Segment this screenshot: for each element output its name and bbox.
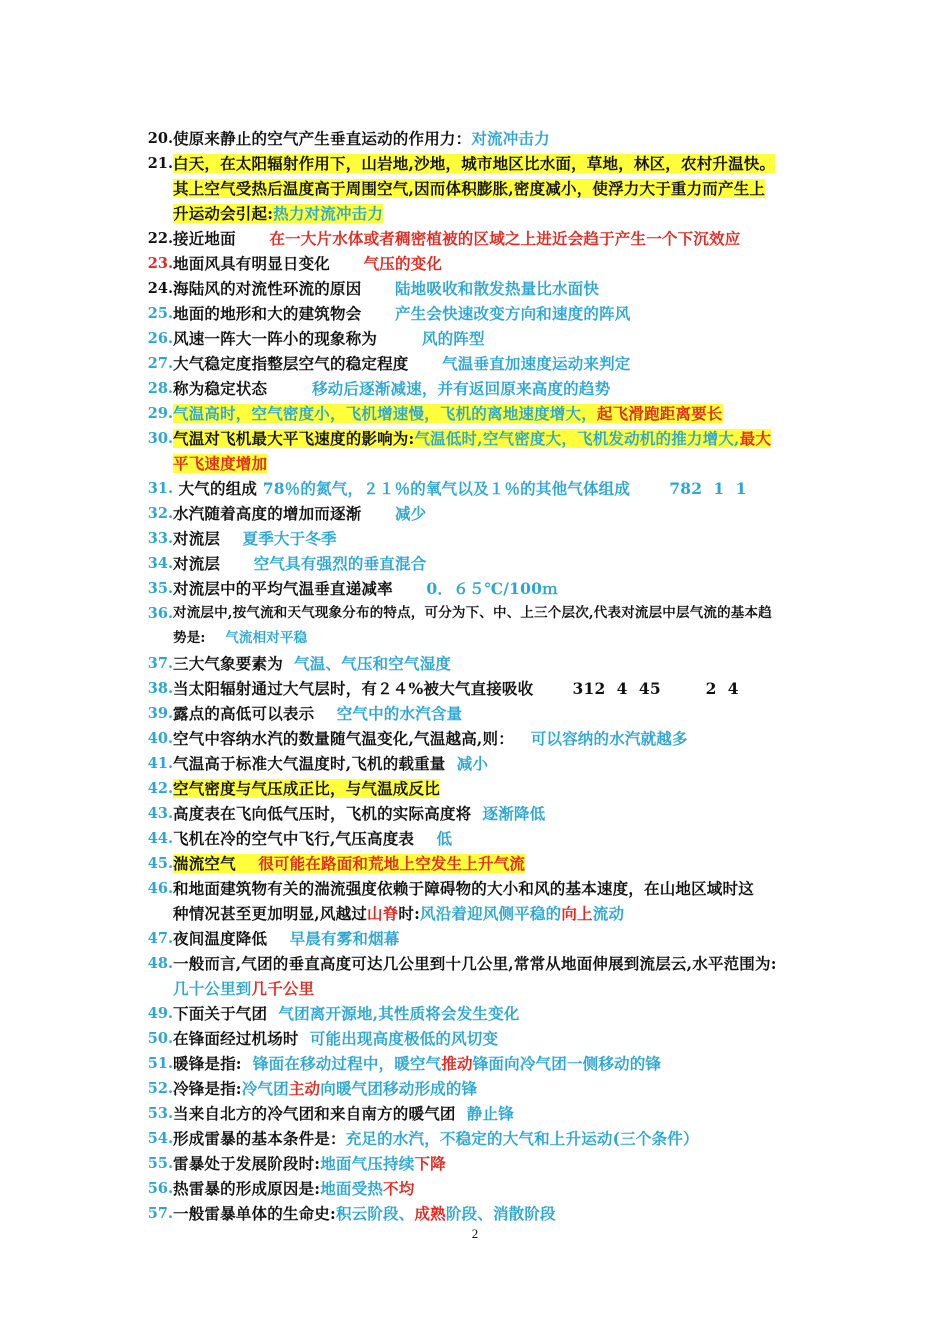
item-line	[173, 601, 820, 626]
list-item	[130, 151, 820, 226]
answer-text: 气温高时，空气密度小，飞机增速慢，飞机的离地速度增大，	[173, 404, 597, 423]
item-number: 47.	[147, 930, 173, 947]
answer-text: 很可能在路面和荒地上空发生上升气流	[258, 854, 526, 873]
answer-text: 主动	[288, 1079, 321, 1098]
item-text	[173, 376, 820, 401]
item-number: 25.	[147, 305, 173, 322]
answer-text: 逐渐降低	[482, 804, 546, 823]
answer-text: 0．６５℃/100ｍ	[426, 579, 558, 598]
list-item	[130, 426, 820, 476]
item-text	[173, 926, 820, 951]
list-item	[130, 926, 820, 951]
question-text: 热雷暴的形成原因是:	[173, 1179, 321, 1198]
item-text	[173, 301, 820, 326]
item-number: 21.	[147, 155, 173, 172]
list-item	[130, 601, 820, 651]
item-number: 50.	[147, 1030, 173, 1047]
question-text: 风速一阵大一阵小的现象称为	[173, 329, 422, 348]
answer-text: 热力对流冲击力	[273, 204, 384, 223]
item-number: 40.	[147, 730, 173, 747]
question-text: 当来自北方的冷气团和来自南方的暖气团	[173, 1104, 467, 1123]
answer-text: 静止锋	[466, 1104, 514, 1123]
item-number: 32.	[147, 505, 173, 522]
answer-text: 气流相对平稳	[225, 630, 308, 646]
question-text: 白天，在太阳辐射作用下，山岩地,沙地，城市地区比水面，草地，林区，农村升温快。	[173, 154, 776, 173]
item-text	[173, 726, 820, 751]
item-line	[173, 851, 820, 876]
answer-text: 锋面在移动过程中，暖空气	[252, 1054, 442, 1073]
item-number: 24.	[147, 280, 173, 297]
item-text	[173, 1001, 820, 1026]
item-text	[173, 1176, 820, 1201]
answer-text: 78％的氮气，２１％的氧气以及１％的其他气体组成 782 1 1	[262, 479, 747, 498]
item-text	[173, 1076, 820, 1101]
question-text: 在锋面经过机场时	[173, 1029, 310, 1048]
item-number: 41.	[147, 755, 173, 772]
list-item	[130, 1201, 820, 1226]
item-number: 57.	[147, 1205, 173, 1222]
item-text	[173, 876, 820, 926]
answer-text: 空气具有强烈的垂直混合	[253, 554, 427, 573]
answer-text: 地面受热	[320, 1179, 384, 1198]
item-text	[173, 751, 820, 776]
item-number: 55.	[147, 1155, 173, 1172]
item-number: 44.	[147, 830, 173, 847]
answer-text: 下降	[414, 1154, 446, 1173]
question-text: 气温高于标准大气温度时,飞机的载重量	[173, 754, 457, 773]
answer-text: 早晨有雾和烟幕	[289, 929, 400, 948]
list-item	[130, 726, 820, 751]
item-text	[173, 151, 820, 226]
item-line	[173, 201, 820, 226]
list-item	[130, 851, 820, 876]
answer-text: 空气中的水汽含量	[336, 704, 463, 723]
item-number: 39.	[147, 705, 173, 722]
question-text: 三大气象要素为	[173, 654, 295, 673]
answer-text: 不均	[383, 1179, 415, 1198]
list-item	[130, 651, 820, 676]
item-number: 37.	[147, 655, 173, 672]
item-line	[173, 801, 820, 826]
question-text: 其上空气受热后温度高于周围空气,因而体积膨胀,密度减小，使浮力大于重力而产生上	[173, 179, 766, 198]
list-item	[130, 351, 820, 376]
question-text: 势是:	[173, 630, 226, 646]
answer-text: 气温低时,空气密度大，飞机发动机的推力增大,	[414, 429, 740, 448]
item-line	[173, 926, 820, 951]
question-text: 冷锋是指:	[173, 1079, 242, 1098]
item-text	[173, 676, 820, 701]
question-text: 地面风具有明显日变化	[173, 254, 364, 273]
item-text	[173, 326, 820, 351]
question-text: 海陆风的对流性环流的原因	[173, 279, 395, 298]
item-text	[173, 401, 820, 426]
question-text: 雷暴处于发展阶段时:	[173, 1154, 321, 1173]
list-item	[130, 226, 820, 251]
question-text: 空气中容纳水汽的数量随气温变化,气温越高,则：	[173, 729, 531, 748]
question-list	[130, 126, 820, 1226]
list-item	[130, 476, 820, 501]
answer-text: 成熟	[414, 1204, 446, 1223]
item-number: 29.	[147, 405, 173, 422]
answer-text: 向暖气团移动形成的锋	[320, 1079, 478, 1098]
item-line	[173, 326, 820, 351]
list-item	[130, 251, 820, 276]
item-text	[173, 526, 820, 551]
answer-text: 地面气压持续	[320, 1154, 415, 1173]
item-number: 49.	[147, 1005, 173, 1022]
item-line	[173, 951, 820, 976]
question-text: 对流层	[173, 529, 243, 548]
item-text	[173, 426, 820, 476]
item-line	[173, 1151, 820, 1176]
answer-text: 积云阶段、	[335, 1204, 415, 1223]
item-number: 45.	[147, 855, 173, 872]
list-item	[130, 876, 820, 926]
answer-text: 气压的变化	[363, 254, 443, 273]
answer-text: 气温、气压和空气湿度	[294, 654, 452, 673]
list-item	[130, 551, 820, 576]
item-text	[173, 1026, 820, 1051]
item-number: 51.	[147, 1055, 173, 1072]
item-line	[173, 501, 820, 526]
item-number: 46.	[147, 880, 173, 897]
answer-text: 减小	[456, 754, 489, 773]
answer-text: 低	[436, 829, 453, 848]
answer-text: 山脊	[367, 904, 399, 923]
item-line	[173, 726, 820, 751]
item-line	[173, 876, 820, 901]
item-text	[173, 651, 820, 676]
item-text	[173, 1051, 820, 1076]
item-number: 52.	[147, 1080, 173, 1097]
item-number: 33.	[147, 530, 173, 547]
answer-text: 移动后逐渐减速，并有返回原来高度的趋势	[311, 379, 611, 398]
question-text: 对流层中,按气流和天气现象分布的特点，可分为下、中、上三个层次,代表对流层中层气流的基本趋	[173, 605, 772, 621]
answer-text: 气温垂直加速度运动来判定	[442, 354, 631, 373]
item-line	[173, 826, 820, 851]
answer-text: 夏季大于冬季	[242, 529, 337, 548]
question-text: 使原来静止的空气产生垂直运动的作用力：	[173, 129, 472, 148]
item-line	[173, 1201, 820, 1226]
item-number: 43.	[147, 805, 173, 822]
item-line	[173, 1051, 820, 1076]
question-text: 一般雷暴单体的生命史:	[173, 1204, 336, 1223]
item-text	[173, 126, 820, 151]
list-item	[130, 1001, 820, 1026]
item-line	[173, 551, 820, 576]
item-text	[173, 276, 820, 301]
answer-text: 产生会快速改变方向和速度的阵风	[394, 304, 631, 323]
question-text: 大气的组成	[173, 479, 263, 498]
answer-text: 陆地吸收和散发热量比水面快	[394, 279, 600, 298]
item-line	[173, 401, 820, 426]
question-text: 称为稳定状态	[173, 379, 312, 398]
question-text: 湍流空气	[173, 854, 259, 873]
answer-text: 最大	[739, 429, 772, 448]
item-line	[173, 776, 820, 801]
item-number: 23.	[147, 255, 173, 272]
item-line	[173, 351, 820, 376]
answer-text: 风的阵型	[421, 329, 485, 348]
item-line	[173, 1076, 820, 1101]
question-text: 时:	[398, 904, 421, 923]
item-text	[173, 1101, 820, 1126]
list-item	[130, 776, 820, 801]
question-text: 升运动会引起:	[173, 204, 274, 223]
question-text: 地面的地形和大的建筑物会	[173, 304, 395, 323]
list-item	[130, 126, 820, 151]
item-line	[173, 426, 820, 451]
question-text: 对流层中的平均气温垂直递减率	[173, 579, 427, 598]
question-text: 对流层	[173, 554, 254, 573]
item-text	[173, 601, 820, 651]
item-line	[173, 1026, 820, 1051]
question-text: 水汽随着高度的增加而逐渐	[173, 504, 395, 523]
answer-text: 气团离开源地,其性质将会发生变化	[278, 1004, 520, 1023]
item-line	[173, 276, 820, 301]
question-text: 夜间温度降低	[173, 929, 290, 948]
item-line	[173, 976, 820, 1001]
item-text	[173, 351, 820, 376]
list-item	[130, 826, 820, 851]
item-line	[173, 301, 820, 326]
item-text	[173, 1126, 820, 1151]
list-item	[130, 326, 820, 351]
item-line	[173, 1176, 820, 1201]
item-text	[173, 1151, 820, 1176]
answer-text: 流动	[592, 904, 625, 923]
answer-text: 在一大片水体或者稠密植被的区域之上进近会趋于产生一个下沉效应	[269, 229, 741, 248]
item-line	[173, 1126, 820, 1151]
item-number: 34.	[147, 555, 173, 572]
item-text	[173, 851, 820, 876]
question-text: 暖锋是指:	[173, 1054, 253, 1073]
item-line	[173, 751, 820, 776]
item-text	[173, 776, 820, 801]
list-item	[130, 751, 820, 776]
answer-text: 锋面向冷气团一侧移动的锋	[472, 1054, 662, 1073]
item-text	[173, 826, 820, 851]
item-line	[173, 451, 820, 476]
item-number: 20.	[147, 130, 173, 147]
item-line	[173, 126, 820, 151]
answer-text: 冷气团	[241, 1079, 289, 1098]
list-item	[130, 1151, 820, 1176]
answer-text: 充足的水汽，不稳定的大气和上升运动(三个条件）	[345, 1129, 699, 1148]
list-item	[130, 1051, 820, 1076]
item-number: 28.	[147, 380, 173, 397]
list-item	[130, 1126, 820, 1151]
item-line	[173, 576, 820, 601]
item-line	[173, 251, 820, 276]
item-number: 36.	[147, 605, 173, 622]
item-line	[173, 676, 820, 701]
item-number: 48.	[147, 955, 173, 972]
item-line	[173, 176, 820, 201]
list-item	[130, 1101, 820, 1126]
list-item	[130, 676, 820, 701]
item-line	[173, 151, 820, 176]
question-text: 一般而言,气团的垂直高度可达几公里到十几公里,常常从地面伸展到流层云,水平范围为:	[173, 954, 777, 973]
answer-text: 几千公里	[251, 979, 315, 998]
item-line	[173, 476, 820, 501]
answer-text: 推动	[441, 1054, 473, 1073]
page-number: 2	[471, 1226, 479, 1241]
item-line	[173, 626, 820, 651]
list-item	[130, 376, 820, 401]
item-line	[173, 1101, 820, 1126]
item-number: 31.	[147, 480, 173, 497]
list-item	[130, 701, 820, 726]
list-item	[130, 576, 820, 601]
answer-text: 可以容纳的水汽就越多	[530, 729, 688, 748]
item-number: 22.	[147, 230, 173, 247]
question-text: 下面关于气团	[173, 1004, 279, 1023]
question-text: 和地面建筑物有关的湍流强度依赖于障碍物的大小和风的基本速度，在山地区域时这	[173, 879, 754, 898]
answer-text: 可能出现高度极低的风切变	[309, 1029, 499, 1048]
question-text: 当太阳辐射通过大气层时，有２４%被大气直接吸收 312 4 45 2 4	[173, 679, 739, 698]
item-text	[173, 801, 820, 826]
answer-text: 几十公里到	[173, 979, 252, 998]
item-text	[173, 1201, 820, 1226]
answer-text: 向上	[561, 904, 593, 923]
answer-text: 对流冲击力	[471, 129, 550, 148]
question-text: 气温对飞机最大平飞速度的影响为:	[173, 429, 415, 448]
question-text: 形成雷暴的基本条件是：	[173, 1129, 346, 1148]
item-number: 56.	[147, 1180, 173, 1197]
item-number: 42.	[147, 780, 173, 797]
list-item	[130, 951, 820, 1001]
item-line	[173, 1001, 820, 1026]
answer-text: 起飞滑跑距离要长	[596, 404, 723, 423]
list-item	[130, 801, 820, 826]
item-text	[173, 251, 820, 276]
item-number: 27.	[147, 355, 173, 372]
item-text	[173, 501, 820, 526]
item-line	[173, 651, 820, 676]
answer-text: 阶段、消散阶段	[445, 1204, 556, 1223]
question-text: 空气密度与气压成正比，与气温成反比	[173, 779, 440, 798]
item-number: 53.	[147, 1105, 173, 1122]
question-text: 高度表在飞向低气压时，飞机的实际高度将	[173, 804, 483, 823]
list-item	[130, 526, 820, 551]
list-item	[130, 401, 820, 426]
item-text	[173, 951, 820, 1001]
list-item	[130, 1176, 820, 1201]
answer-text: 风沿着迎风侧平稳的	[420, 904, 562, 923]
item-number: 54.	[147, 1130, 173, 1147]
question-text: 接近地面	[173, 229, 270, 248]
item-line	[173, 376, 820, 401]
item-text	[173, 701, 820, 726]
question-text: 大气稳定度指整层空气的稳定程度	[173, 354, 443, 373]
item-text	[173, 576, 820, 601]
question-text: 露点的高低可以表示	[173, 704, 337, 723]
answer-text: 平飞速度增加	[173, 454, 268, 473]
item-line	[173, 526, 820, 551]
item-number: 38.	[147, 680, 173, 697]
item-text	[173, 476, 820, 501]
list-item	[130, 1076, 820, 1101]
item-number: 30.	[147, 430, 173, 447]
list-item	[130, 501, 820, 526]
item-line	[173, 901, 820, 926]
list-item	[130, 276, 820, 301]
item-number: 35.	[147, 580, 173, 597]
item-text	[173, 551, 820, 576]
item-line	[173, 701, 820, 726]
list-item	[130, 301, 820, 326]
answer-text: 减少	[394, 504, 427, 523]
list-item	[130, 1026, 820, 1051]
question-text: 种情况甚至更加明显,风越过	[173, 904, 367, 923]
item-number: 26.	[147, 330, 173, 347]
question-text: 飞机在冷的空气中飞行,气压高度表	[173, 829, 437, 848]
item-text	[173, 226, 820, 251]
item-line	[173, 226, 820, 251]
